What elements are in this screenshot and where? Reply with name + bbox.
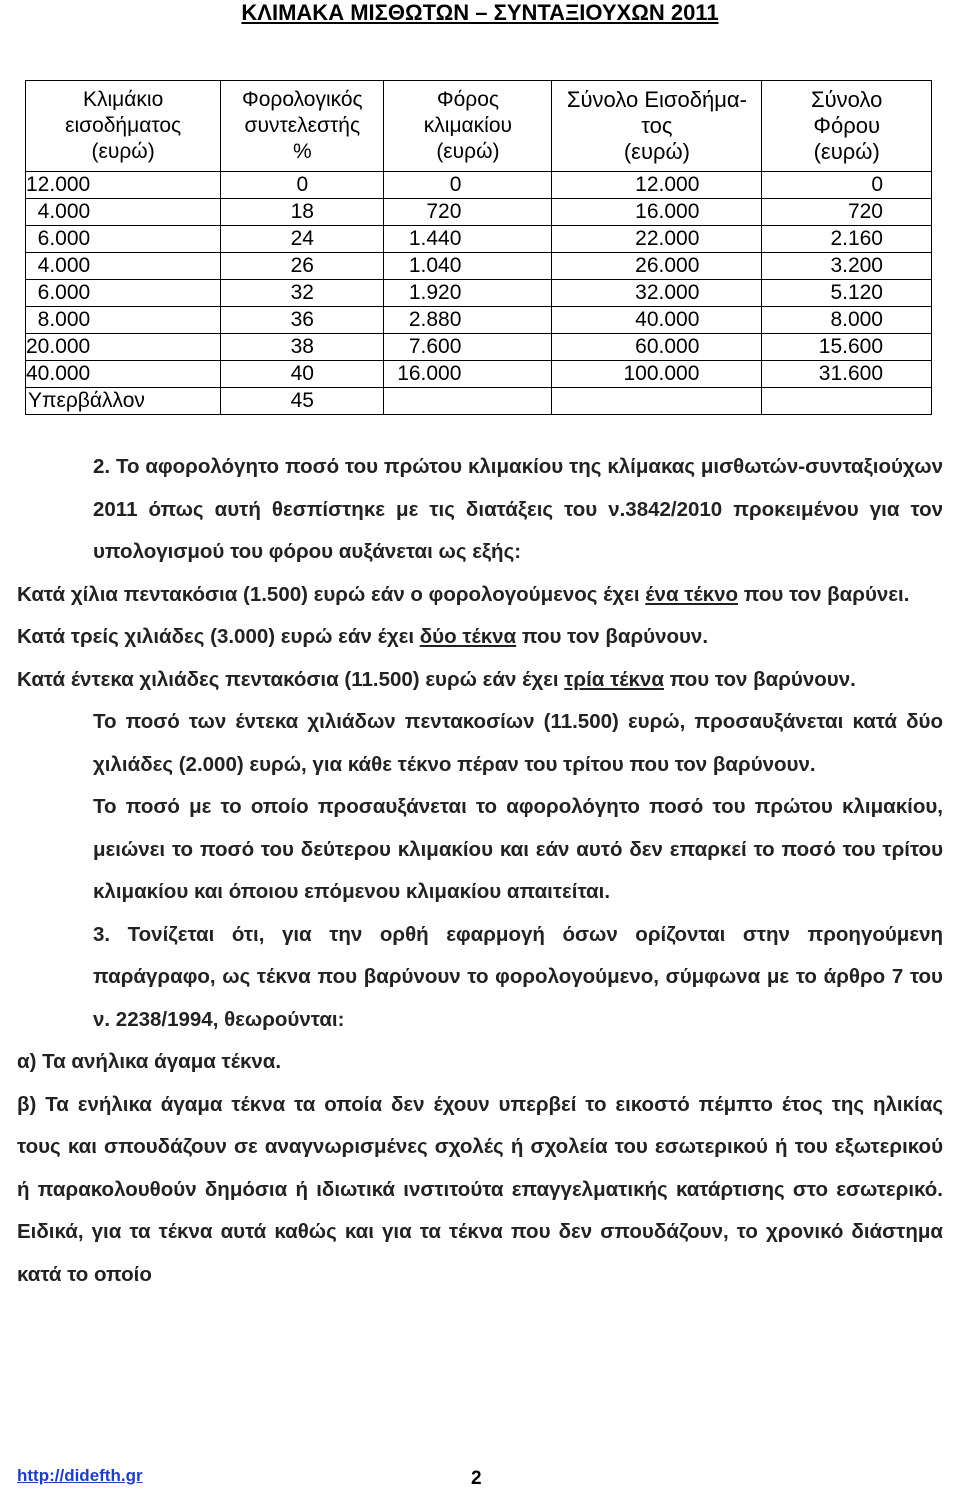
table-row: 6.000 24 1.440 22.000 2.160: [26, 226, 932, 253]
table-row: 20.000 38 7.600 60.000 15.600: [26, 334, 932, 361]
table-row-last: [26, 388, 932, 415]
footer-link[interactable]: http://didefth.gr: [17, 1466, 143, 1485]
header-total-tax: Σύνολο Φόρου (ευρώ): [762, 81, 932, 172]
table-row: 8.000 36 2.880 40.000 8.000: [26, 307, 932, 334]
paragraph-three-children: Κατά έντεκα χιλιάδες πεντακόσια (11.500) ευρώ εάν έχει τρία τέκνα που τον βαρύνουν.: [17, 667, 856, 691]
paragraph-two-children: Κατά τρείς χιλιάδες (3.000) ευρώ εάν έχει δύο τέκνα που τον βαρύνουν.: [17, 625, 709, 648]
document-title: ΚΛΙΜΑΚΑ ΜΙΣΘΩΤΩΝ – ΣΥΝΤΑΞΙΟΥΧΩΝ 2011: [241, 0, 719, 25]
table-row: 40.000 40 16.000 100.000 31.600: [26, 361, 932, 388]
excess-label: Υπερβάλλον: [26, 388, 221, 415]
paragraph-2: 2. Το αφορολόγητο ποσό του πρώτου κλιμακίου της κλίμακας μισθωτών-συνταξιούχων 2011 όπως αυτή θεσπίστηκε με τις διατάξεις του ν.3842/2010 προκειμένου για τον υπολογισμού του φόρου αυξάνεται ως εξής:: [93, 455, 943, 563]
header-bracket-tax: Φόρος κλιμακίου (ευρώ): [384, 81, 552, 172]
header-bracket: Κλιμάκιο εισοδήματος (ευρώ): [26, 81, 221, 172]
page-number: 2: [471, 1468, 482, 1489]
paragraph-reduction: Το ποσό με το οποίο προσαυξάνεται το αφορολόγητο ποσό του πρώτου κλιμακίου, μειώνει το ποσό του δεύτερου κλιμακίου και εάν αυτό δεν επαρκεί το ποσό του τρίτου κλιμακίου και όποιου επόμενου κλιμακίου απαιτείται.: [93, 795, 943, 903]
table-row: 12.000 0 0 12.000 0: [26, 172, 932, 199]
paragraph-3-b: β) Τα ενήλικα άγαμα τέκνα τα οποία δεν έχουν υπερβεί το εικοστό πέμπτο έτος της ηλικίας τους και σπουδάζουν σε αναγνωρισμένες σχολές ή σχολεία του εσωτερικού ή του εξωτερικού ή παρακολουθούν δημόσια ή ιδιωτικά ινστιτούτα επαγγελματικής κατάρτισης στο εσωτερικό. Ειδικά, για τα τέκνα αυτά καθώς και για τα τέκνα που δεν σπουδάζουν, το χρονικό διάστημα κατά το οποίο: [17, 1092, 943, 1286]
header-rate: Φορολογικός συντελεστής %: [221, 81, 384, 172]
paragraph-beyond-third: Το ποσό των έντεκα χιλιάδων πεντακοσίων (11.500) ευρώ, προσαυξάνεται κατά δύο χιλιάδες (2.000) ευρώ, για κάθε τέκνο πέραν του τρίτου που τον βαρύνουν.: [93, 710, 943, 776]
table-row: 4.000 26 1.040 26.000 3.200: [26, 253, 932, 280]
paragraph-3: 3. Τονίζεται ότι, για την ορθή εφαρμογή όσων ορίζονται στην προηγούμενη παράγραφο, ως τέκνα που βαρύνουν το φορολογούμενο, σύμφωνα με το άρθρο 7 του ν. 2238/1994, θεωρούνται:: [93, 922, 943, 1031]
table-header-row: [26, 81, 932, 172]
paragraph-one-child: Κατά χίλια πεντακόσια (1.500) ευρώ εάν ο φορολογούμενος έχει ένα τέκνο που τον βαρύνει.: [17, 582, 910, 606]
excess-rate: 45: [221, 388, 384, 415]
body-text: [17, 446, 943, 1296]
paragraph-3-a: α) Τα ανήλικα άγαμα τέκνα.: [17, 1050, 282, 1073]
table-row: 6.000 32 1.920 32.000 5.120: [26, 280, 932, 307]
header-total-income: Σύνολο Εισοδήμα- τος (ευρώ): [552, 81, 762, 172]
table-row: 4.000 18 720 16.000 720: [26, 199, 932, 226]
tax-scale-table: [25, 80, 932, 415]
